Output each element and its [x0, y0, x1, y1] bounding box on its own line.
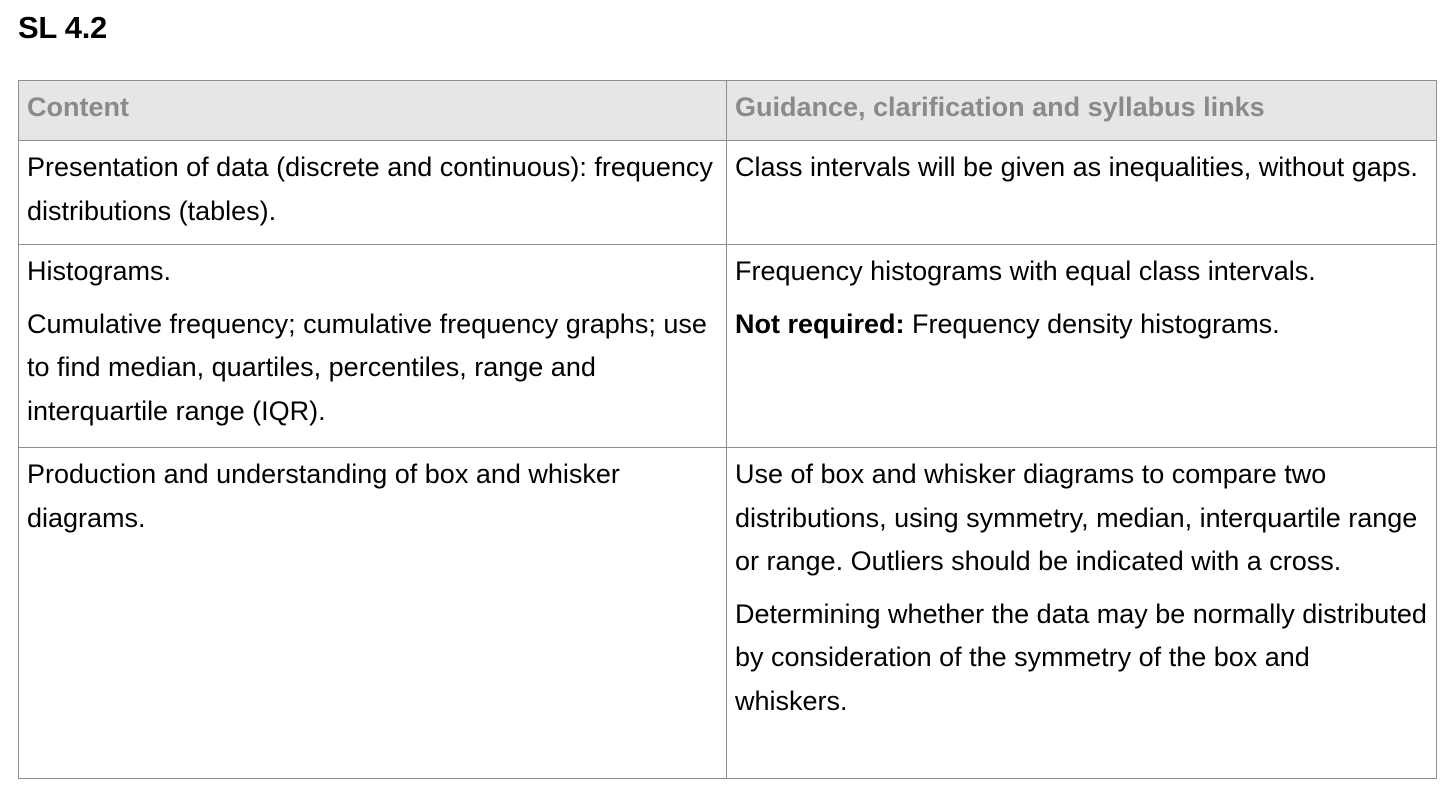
header-row	[19, 81, 1437, 141]
content-paragraph: Presentation of data (discrete and continuous): frequency distributions (tables).	[27, 152, 713, 226]
syllabus-table	[18, 80, 1437, 779]
guidance-paragraph	[735, 453, 1428, 584]
content-cell	[19, 245, 727, 448]
guidance-text: Determining whether the data may be normally distributed by consideration of the symmetry of the box and whiskers.	[735, 598, 1427, 716]
guidance-paragraph	[735, 146, 1428, 190]
not-required-label: Not required:	[735, 308, 905, 339]
table-row	[19, 141, 1437, 245]
guidance-text: Use of box and whisker diagrams to compare two distributions, using symmetry, median, interquartile range or range. Outliers should be indicated with a cross.	[735, 459, 1418, 576]
content-paragraph: Production and understanding of box and whisker diagrams.	[27, 459, 620, 533]
guidance-paragraph	[735, 593, 1428, 724]
guidance-text: Frequency histograms with equal class intervals.	[735, 256, 1316, 286]
guidance-column-header: Guidance, clarification and syllabus links	[727, 81, 1437, 141]
table-body	[19, 141, 1437, 779]
guidance-text: Class intervals will be given as inequalities, without gaps.	[735, 152, 1418, 182]
guidance-text: Frequency density histograms.	[904, 308, 1280, 339]
guidance-cell	[727, 448, 1437, 779]
table-header	[19, 81, 1437, 141]
guidance-cell	[727, 245, 1437, 448]
content-cell	[19, 141, 727, 245]
guidance-cell	[727, 141, 1437, 245]
table-row	[19, 448, 1437, 779]
content-cell	[19, 448, 727, 779]
section-title: SL 4.2	[18, 10, 107, 45]
content-column-header: Content	[19, 81, 727, 141]
guidance-paragraph	[735, 250, 1428, 294]
guidance-paragraph	[735, 303, 1428, 347]
content-paragraph: Cumulative frequency; cumulative frequency graphs; use to find median, quartiles, percentiles, range and interquartile range (IQR).	[27, 308, 707, 426]
content-paragraph: Histograms.	[27, 256, 172, 286]
table-row	[19, 245, 1437, 448]
